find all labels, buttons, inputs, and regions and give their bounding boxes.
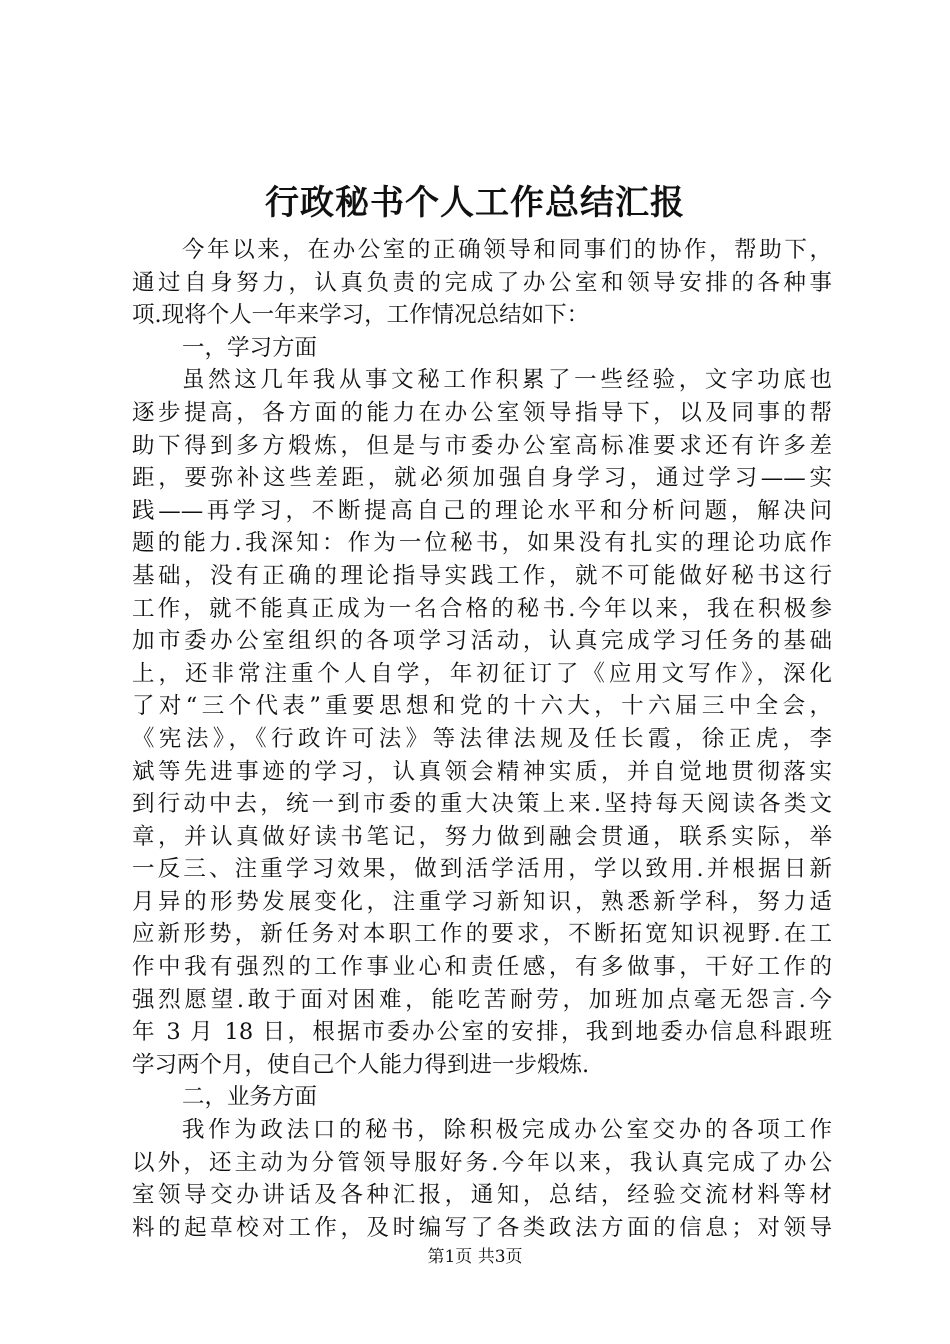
text-line: 今年以来，在办公室的正确领导和同事们的协作，帮助下， — [182, 237, 832, 263]
text-line: 月异的形势发展变化，注重学习新知识，熟悉新学科，努力适 — [132, 888, 832, 915]
document-body — [132, 234, 832, 1244]
text-line: 题的能力.我深知：作为一位秘书，如果没有扎实的理论功底作 — [132, 530, 832, 557]
text-line: 上，还非常注重个人自学，年初征订了《应用文写作》，深化 — [132, 660, 832, 687]
section-heading: 二，业务方面 — [182, 1084, 318, 1111]
text-line: 通过自身努力，认真负责的完成了办公室和领导安排的各种事 — [132, 269, 832, 296]
text-line: 工作，就不能真正成为一名合格的秘书.今年以来，我在积极参 — [132, 595, 832, 622]
text-line: 应新形势，新任务对本职工作的要求，不断拓宽知识视野.在工 — [132, 921, 832, 948]
text-line: 基础，没有正确的理论指导实践工作，就不可能做好秘书这行 — [132, 562, 832, 589]
text-line: 逐步提高，各方面的能力在办公室领导指导下，以及同事的帮 — [132, 399, 832, 426]
text-line: 《宪法》，《行政许可法》等法律法规及任长霞，徐正虎，李 — [132, 725, 832, 752]
text-line: 加市委办公室组织的各项学习活动，认真完成学习任务的基础 — [132, 628, 832, 655]
section-heading: 一，学习方面 — [182, 334, 318, 361]
page-footer: 第1页 共3页 — [427, 1247, 523, 1267]
text-line: 料的起草校对工作，及时编写了各类政法方面的信息；对领导 — [132, 1214, 832, 1241]
text-line: 助下得到多方煅炼，但是与市委办公室高标准要求还有许多差 — [132, 432, 832, 459]
text-line: 学习两个月，使自己个人能力得到进一步煅炼. — [132, 1051, 590, 1078]
text-line: 年 3 月 18 日，根据市委办公室的安排，我到地委办信息科跟班 — [132, 1019, 832, 1046]
text-line: 一反三、注重学习效果，做到活学活用，学以致用.并根据日新 — [132, 856, 832, 883]
text-line: 了对“三个代表”重要思想和党的十六大，十六届三中全会， — [132, 693, 832, 720]
text-line: 我作为政法口的秘书，除积极完成办公室交办的各项工作 — [182, 1117, 832, 1144]
text-line: 以外，还主动为分管领导服好务.今年以来，我认真完成了办公 — [132, 1149, 832, 1176]
text-line: 虽然这几年我从事文秘工作积累了一些经验，文字功底也 — [182, 367, 832, 394]
text-line: 作中我有强烈的工作事业心和责任感，有多做事，干好工作的 — [132, 954, 832, 981]
text-line: 强烈愿望.敢于面对困难，能吃苦耐劳，加班加点毫无怨言.今 — [132, 986, 832, 1013]
text-line: 项.现将个人一年来学习，工作情况总结如下： — [132, 302, 590, 329]
text-line: 践——再学习，不断提高自己的理论水平和分析问题，解决问 — [132, 497, 832, 524]
text-line: 室领导交办讲话及各种汇报，通知，总结，经验交流材料等材 — [132, 1182, 832, 1209]
page-title: 行政秘书个人工作总结汇报 — [265, 183, 685, 223]
text-line: 斌等先进事迹的学习，认真领会精神实质，并自觉地贯彻落实 — [132, 758, 832, 785]
text-line: 距，要弥补这些差距，就必须加强自身学习，通过学习——实 — [132, 465, 832, 492]
text-line: 到行动中去，统一到市委的重大决策上来.坚持每天阅读各类文 — [132, 791, 832, 818]
text-line: 章，并认真做好读书笔记，努力做到融会贯通，联系实际，举 — [132, 823, 832, 850]
